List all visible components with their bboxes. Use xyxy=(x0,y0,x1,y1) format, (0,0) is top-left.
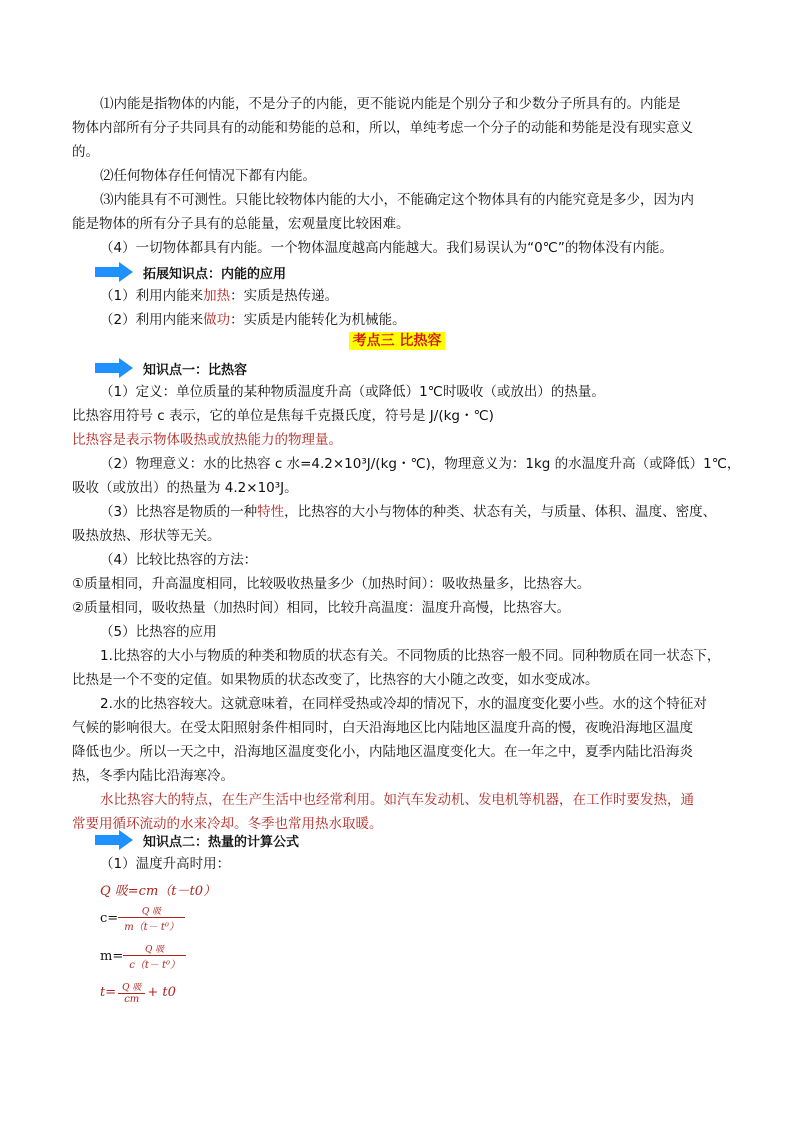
k1-phys-line-2: 吸收（或放出）的热量为 4.2×10³J。 xyxy=(72,480,298,496)
paragraph-1-line-2: 物体内部所有分子共同具有的动能和势能的总和，所以，单纯考虑一个分子的动能和势能是没有现实意义 xyxy=(72,120,693,136)
ext-heading: 拓展知识点：内能的应用 xyxy=(143,266,287,282)
ext-item-2: （2）利用内能来做功：实质是内能转化为机械能。 xyxy=(100,312,406,328)
k2-rise: （1）温度升高时用： xyxy=(100,856,231,872)
k1-app-2-line-2: 气候的影响很大。在受太阳照射条件相同时，白天沿海地区比内陆地区温度升高的慢，夜晚沿海地区温度 xyxy=(72,720,693,736)
ext-item-1: （1）利用内能来加热：实质是热传递。 xyxy=(100,288,339,304)
k1-method: （4）比较比热容的方法： xyxy=(100,552,258,568)
k1-property-line-2: 吸热放热、形状等无关。 xyxy=(72,528,221,544)
k1-app-2-line-1: 2.水的比热容较大。这就意味着，在同样受热或冷却的情况下，水的温度变化要小些。水的这个特征对 xyxy=(100,696,707,712)
k1-method-2: ②质量相同，吸收热量（加热时间）相同，比较升高温度：温度升高慢，比热容大。 xyxy=(72,600,571,616)
k2-heading-row xyxy=(95,828,299,852)
k1-method-1: ①质量相同，升高温度相同，比较吸收热量多少（加热时间）：吸收热量多，比热容大。 xyxy=(72,576,591,592)
k1-meaning: 比热容是表示物体吸热或放热能力的物理量。 xyxy=(72,432,342,448)
k1-use-line-1: 水比热容大的特点，在生产生活中也经常利用。如汽车发动机、发电机等机器，在工作时要发热，通 xyxy=(100,792,694,808)
k2-heading: 知识点二：热量的计算公式 xyxy=(143,834,300,850)
k1-definition: （1）定义：单位质量的某种物质温度升高（或降低）1℃时吸收（或放出）的热量。 xyxy=(100,384,605,400)
k1-heading-row xyxy=(95,356,247,380)
k1-use-line-2: 常要用循环流动的水来冷却。冬季也常用热水取暖。 xyxy=(72,816,383,832)
k1-phys-line-1: （2）物理意义：水的比热容 c 水=4.2×10³J/(kg・℃)，物理意义为：1kg 的水温度升高（或降低）1℃， xyxy=(100,456,741,472)
paragraph-2: ⑵任何物体存任何情况下都有内能。 xyxy=(100,168,316,184)
k1-symbol: 比热容用符号 c 表示，它的单位是焦每千克摄氏度，符号是 J/(kg・℃) xyxy=(72,408,494,424)
paragraph-3-line-2: 能是物体的所有分子具有的总能量，宏观量度比较困难。 xyxy=(72,216,410,232)
arrow-right-icon xyxy=(95,830,133,850)
arrow-right-icon xyxy=(95,262,133,282)
k1-property-line-1: （3）比热容是物质的一种特性，比热容的大小与物体的种类、状态有关，与质量、体积、温度、密度、 xyxy=(100,504,717,520)
paragraph-1-line-1: ⑴内能是指物体的内能，不是分子的内能，更不能说内能是个别分子和少数分子所具有的。内能是 xyxy=(100,96,681,112)
k1-app-2-line-4: 热，冬季内陆比沿海寒冷。 xyxy=(72,768,234,784)
formula-t: t= $\frac{\text{Q 吸}}{cm}$ + t0 xyxy=(100,983,176,1005)
section-title: 考点三 比热容 xyxy=(0,330,794,350)
formula-q-absorb: Q 吸=cm（t－t0） xyxy=(100,884,217,899)
k1-app-1-line-2: 比热是一个不变的定值。如果物质的状态改变了，比热容的大小随之改变，如水变成冰。 xyxy=(72,672,599,688)
k1-application: （5）比热容的应用 xyxy=(100,624,217,640)
ext-heading-row xyxy=(95,260,286,284)
formula-c: c= $\frac{\text{Q 吸}}{\text{m（t－ t⁰）}}$ xyxy=(100,904,185,933)
paragraph-3-line-1: ⑶内能具有不可测性。只能比较物体内能的大小，不能确定这个物体具有的内能究竟是多少，因为内 xyxy=(100,192,694,208)
arrow-right-icon xyxy=(95,358,133,378)
formula-m: m= $\frac{\text{Q 吸}}{\text{c（t－ t⁰）}}$ xyxy=(100,942,186,971)
k1-app-1-line-1: 1.比热容的大小与物质的种类和物质的状态有关。不同物质的比热容一般不同。同种物质在同一状态下， xyxy=(100,648,721,664)
k1-app-2-line-3: 降低也少。所以一天之中，沿海地区温度变化小，内陆地区温度变化大。在一年之中，夏季内陆比沿海炎 xyxy=(72,744,693,760)
paragraph-4: （4）一切物体都具有内能。一个物体温度越高内能越大。我们易误认为“0℃”的物体没有内能。 xyxy=(100,240,673,256)
k1-heading: 知识点一：比热容 xyxy=(143,362,248,378)
paragraph-1-line-3: 的。 xyxy=(72,144,99,160)
